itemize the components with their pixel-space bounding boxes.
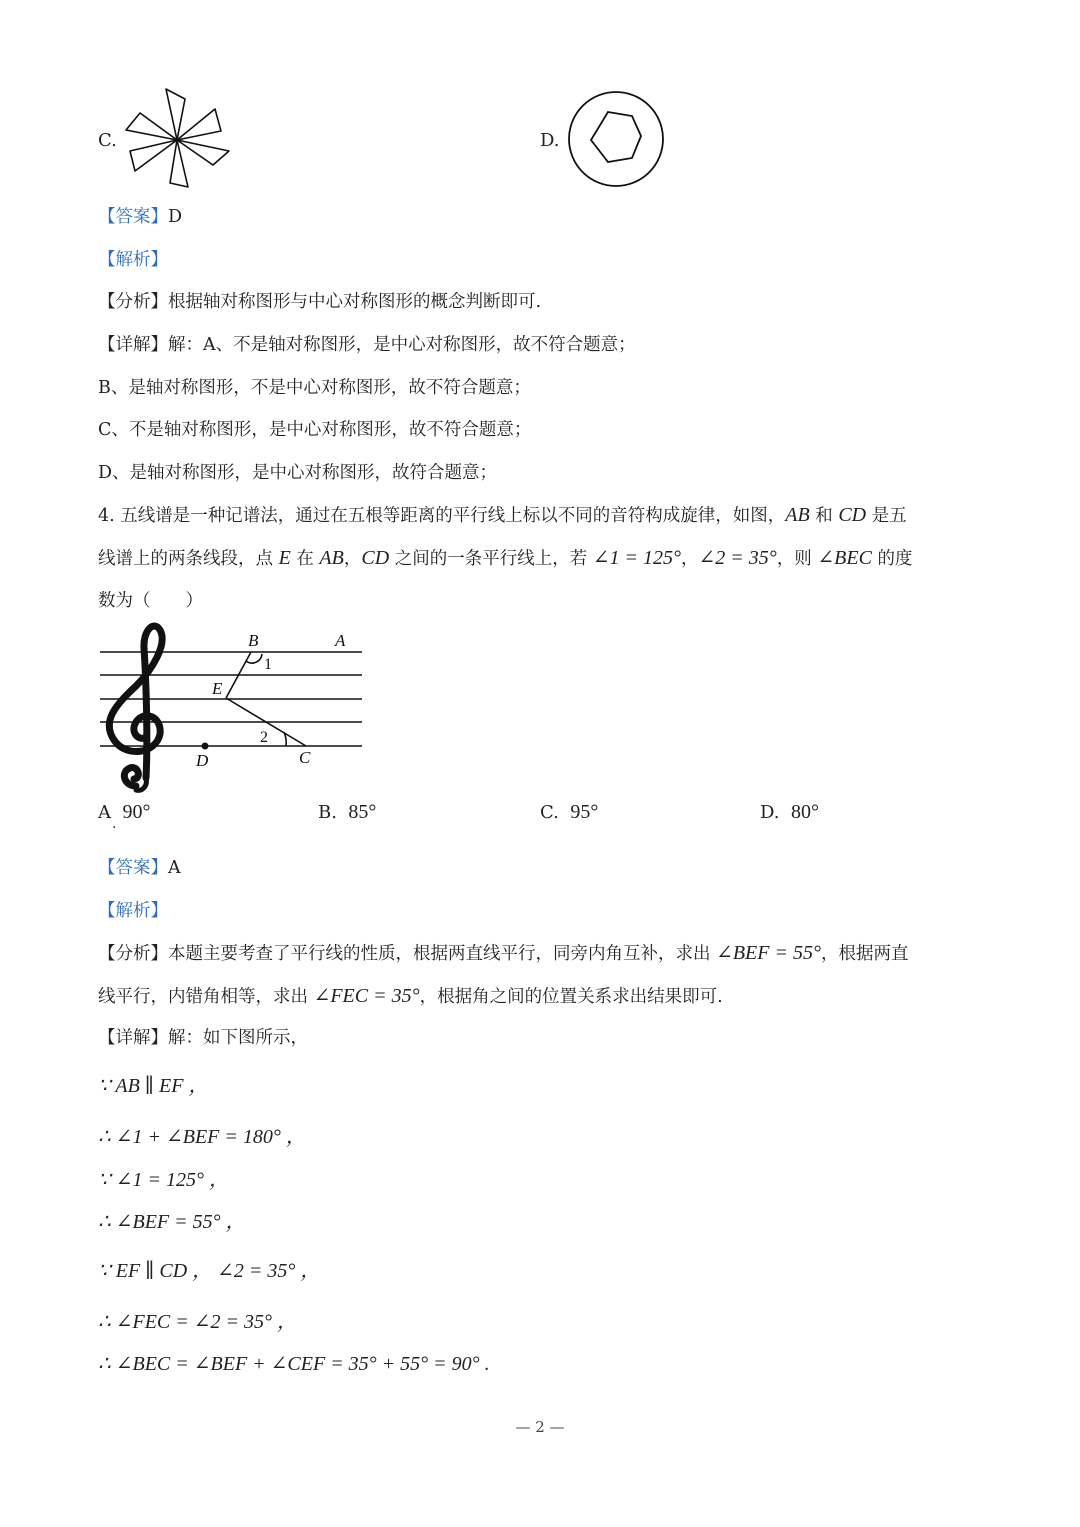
- pinwheel-blade: [170, 140, 188, 187]
- detail-text: 解：A、不是轴对称图形，是中心对称图形，故不符合题意；: [168, 335, 636, 355]
- page-number: — 2 —: [515, 1418, 565, 1436]
- pinwheel-figure: [118, 85, 238, 190]
- q4-math-angle2: ∠2 = 35°: [698, 547, 777, 569]
- q4-text: 4. 五线谱是一种记谱法，通过在五根等距离的平行线上标以不同的音符构成旋律，如图，: [98, 506, 786, 526]
- option-c-label: C.: [98, 130, 117, 151]
- analysis-tag: 【解析】: [98, 250, 168, 270]
- proof-step: ∴ ∠BEC = ∠BEF + ∠CEF = 35° + 55° = 90° .: [98, 1353, 490, 1375]
- answer-value: A: [168, 858, 181, 878]
- detail-text: 解：如下图所示，: [168, 1028, 308, 1048]
- pinwheel-blade: [177, 109, 221, 140]
- detail-tag: 【详解】: [98, 1028, 168, 1048]
- q4-option-d: [760, 800, 819, 825]
- proof-step: ∴ ∠BEF = 55° ，: [98, 1211, 246, 1233]
- prev-fenxi-line: [98, 290, 541, 314]
- pinwheel-blade: [166, 89, 185, 140]
- label-d: D: [196, 751, 209, 770]
- proof-step: ∵ ∠1 = 125° ，: [98, 1169, 229, 1191]
- label-angle1: 1: [264, 656, 272, 673]
- q4-detail-line: [98, 1026, 308, 1050]
- option-value: 80°: [790, 801, 819, 823]
- q4-math-angle1: ∠1 = 125°: [592, 547, 682, 569]
- q4-math-e: E: [278, 547, 291, 569]
- q4-text: 的度: [871, 549, 913, 569]
- q4-math-cd: CD: [838, 504, 867, 526]
- prev-detail-line: [98, 333, 636, 357]
- q4-text: 是五: [866, 506, 907, 526]
- answer-tag: 【答案】: [98, 858, 168, 878]
- option-label: A: [98, 802, 111, 823]
- q4-text: 在: [290, 549, 320, 569]
- q4-fenxi-line2: [98, 984, 723, 1009]
- point-d: [202, 743, 209, 750]
- q4-math-bec: ∠BEC: [817, 547, 872, 569]
- q4-text: ，则: [776, 549, 818, 569]
- q4-math-ab: AB: [785, 504, 810, 526]
- fenxi-text: ，根据两直: [820, 944, 909, 964]
- pinwheel-blade: [177, 140, 229, 165]
- q4-option-b: [318, 800, 376, 825]
- label-e: E: [212, 679, 223, 698]
- q4-text: 和: [809, 506, 839, 526]
- fenxi-text: 根据轴对称图形与中心对称图形的概念判断即可.: [168, 292, 542, 312]
- answer-tag: 【答案】: [98, 207, 168, 227]
- q4-stem-line3: 数为（ ）: [98, 591, 203, 611]
- answer-value: D: [168, 207, 183, 227]
- q4-fenxi-line1: [98, 941, 908, 966]
- q4-answer-line: [98, 856, 181, 880]
- label-c: C: [299, 748, 311, 767]
- option-a-dot: .: [112, 816, 117, 832]
- label-a: A: [335, 631, 346, 650]
- option-d-label: D.: [540, 130, 560, 151]
- fenxi-math: ∠FEC = 35°: [313, 985, 420, 1007]
- detail-line-d: D、是轴对称图形，是中心对称图形，故符合题意；: [98, 463, 498, 483]
- q4-text: ，: [343, 549, 362, 569]
- q4-analysis-tag: [98, 899, 168, 923]
- option-value: 90°: [122, 801, 151, 823]
- q4-option-c: [540, 800, 598, 825]
- analysis-tag: 【解析】: [98, 901, 168, 921]
- q4-stem-line2: [98, 546, 913, 571]
- prev-analysis-tag: [98, 248, 168, 272]
- q4-text: 之间的一条平行线上，若: [389, 549, 593, 569]
- fenxi-text: ，根据角之间的位置关系求出结果即可.: [419, 987, 723, 1007]
- circle-hexagon-figure: [566, 90, 668, 190]
- fenxi-tag: 【分析】: [98, 944, 168, 964]
- hexagon: [591, 112, 641, 162]
- q4-math-cd: CD: [361, 547, 390, 569]
- proof-step: ∴ ∠1 + ∠BEF = 180° ，: [98, 1126, 306, 1148]
- q4-stem-line1: [98, 503, 907, 528]
- option-value: 95°: [570, 801, 599, 823]
- prev-answer-line: [98, 205, 182, 229]
- staff-figure: [96, 618, 366, 793]
- q4-math-ab: AB: [319, 547, 344, 569]
- label-angle2: 2: [260, 729, 268, 746]
- proof-step: ∴ ∠FEC = ∠2 = 35° ，: [98, 1311, 298, 1333]
- proof-step: ∵ EF ∥ CD ， ∠2 = 35° ，: [98, 1260, 321, 1282]
- detail-line-c: C、不是轴对称图形，是中心对称图形，故不符合题意；: [98, 420, 532, 440]
- q4-text: 线谱上的两条线段，点: [98, 549, 279, 569]
- option-label: D.: [760, 802, 780, 823]
- fenxi-text: 本题主要考查了平行线的性质，根据两直线平行，同旁内角互补，求出: [168, 944, 717, 964]
- q4-text: ，: [681, 549, 699, 569]
- pinwheel-blade: [130, 140, 177, 171]
- treble-clef-icon: [109, 626, 162, 786]
- fenxi-tag: 【分析】: [98, 292, 168, 312]
- detail-tag: 【详解】: [98, 335, 168, 355]
- fenxi-text: 线平行，内错角相等，求出: [98, 987, 314, 1007]
- q4-option-a: [98, 800, 150, 825]
- label-b: B: [248, 631, 259, 650]
- outer-circle: [569, 92, 663, 186]
- option-label: B.: [318, 802, 337, 823]
- pinwheel-blade: [126, 113, 177, 140]
- proof-step: ∵ AB ∥ EF ，: [98, 1075, 209, 1097]
- option-value: 85°: [348, 801, 377, 823]
- option-label: C.: [540, 802, 559, 823]
- fenxi-math: ∠BEF = 55°: [716, 942, 821, 964]
- detail-line-b: B、是轴对称图形，不是中心对称图形，故不符合题意；: [98, 378, 531, 398]
